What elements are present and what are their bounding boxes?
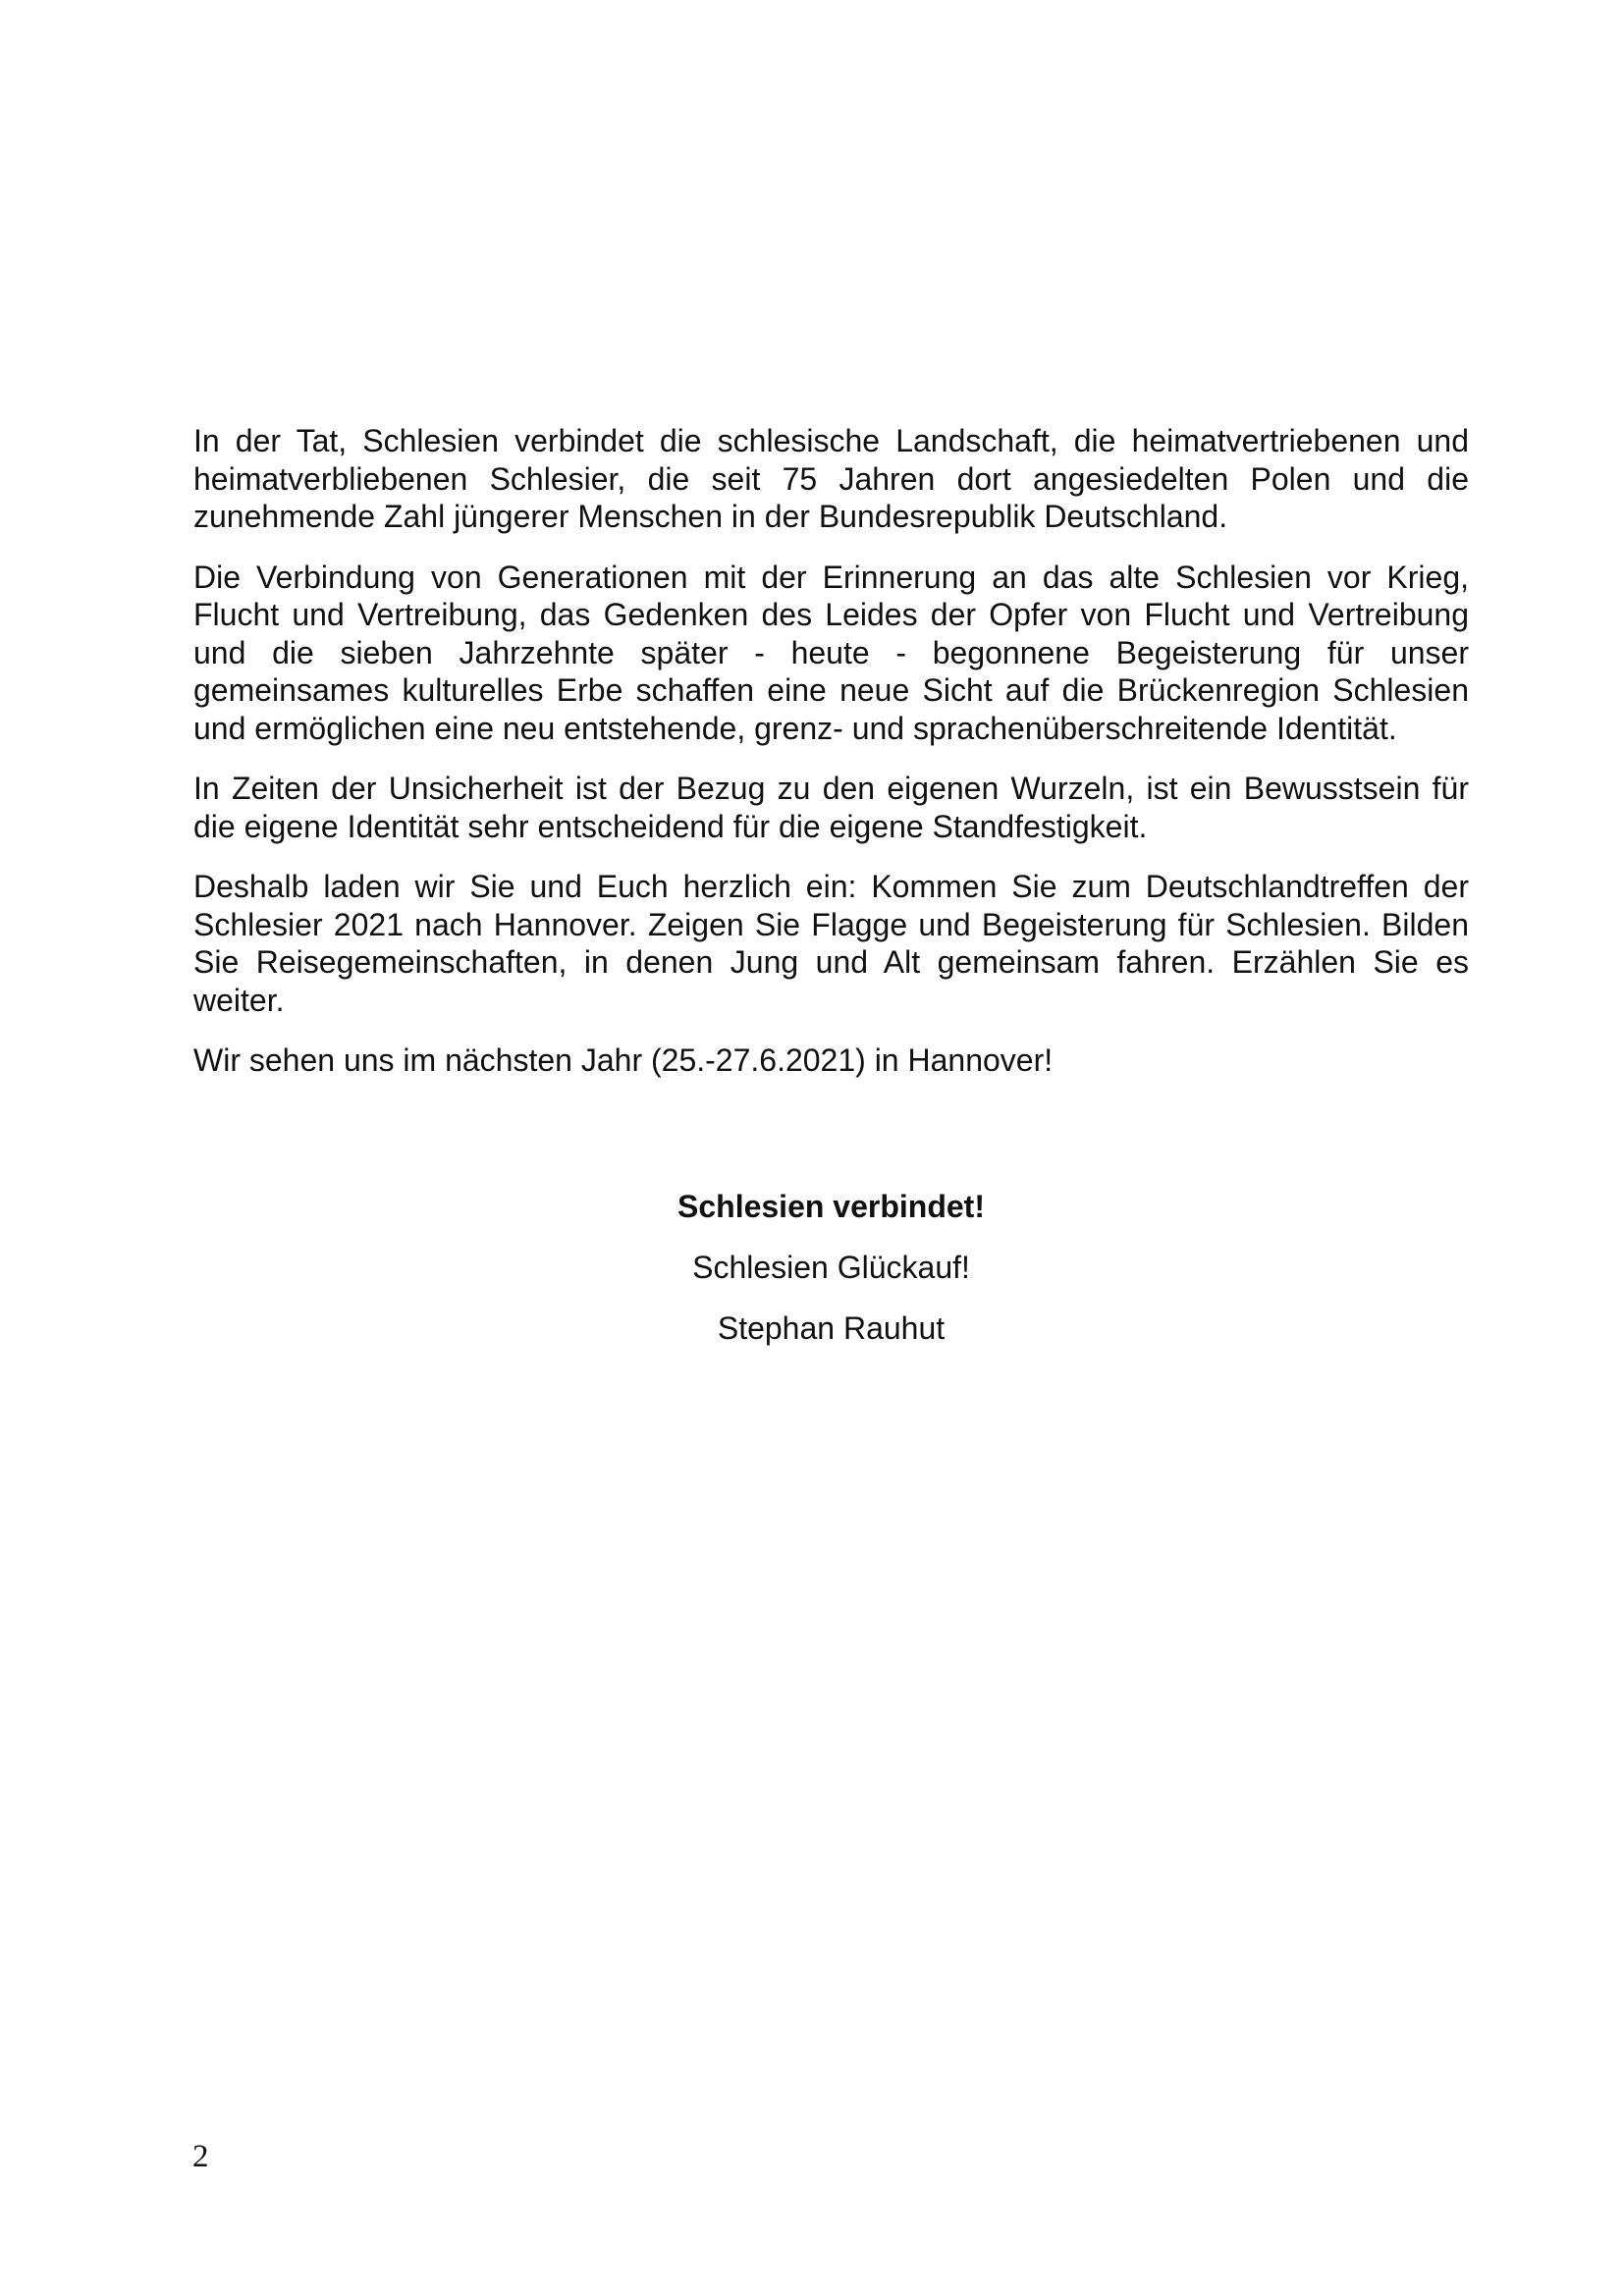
signature: Stephan Rauhut bbox=[717, 1310, 946, 1346]
page-number: 2 bbox=[192, 2139, 209, 2174]
paragraph-wiedersehen: Wir sehen uns im nächsten Jahr (25.-27.6.2021) in Hannover! bbox=[193, 1042, 1054, 1078]
motto: Schlesien verbindet! bbox=[677, 1189, 985, 1224]
paragraph-schlesien-verbindet: In der Tat, Schlesien verbindet die schlesische Landschaft, die heimatvertriebenen und heimatverbliebenen Schlesier, die seit 75 Jahren dort angesiedelten Polen und die zunehmende Zahl jüngerer Menschen in der Bundesrepublik Deutschland. bbox=[193, 423, 1469, 534]
greeting: Schlesien Glückauf! bbox=[692, 1250, 970, 1285]
letter-signoff bbox=[193, 1188, 1469, 1370]
letter-body bbox=[193, 422, 1469, 1080]
paragraph-unsicherheit: In Zeiten der Unsicherheit ist der Bezug zu den eigenen Wurzeln, ist ein Bewusstsein für die eigene Identität sehr entscheidend für die eigene Standfestigkeit. bbox=[193, 771, 1469, 844]
paragraph-generationen: Die Verbindung von Generationen mit der Erinnerung an das alte Schlesien vor Krieg, Flucht und Vertreibung, das Gedenken des Leides der Opfer von Flucht und Vertreibung und die sieben Jahrzehnte später - heute - begonnene Begeisterung für unser gemeinsames kulturelles Erbe schaffen eine neue Sicht auf die Brückenregion Schlesien und ermöglichen eine neu entstehende, grenz- und sprachenüberschreitende Identität. bbox=[193, 559, 1469, 746]
paragraph-einladung: Deshalb laden wir Sie und Euch herzlich ein: Kommen Sie zum Deutschlandtreffen der Schlesier 2021 nach Hannover. Zeigen Sie Flagge und Begeisterung für Schlesien. Bilden Sie Reisegemeinschaften, in denen Jung und Alt gemeinsam fahren. Erzählen Sie es weiter. bbox=[193, 869, 1469, 1018]
